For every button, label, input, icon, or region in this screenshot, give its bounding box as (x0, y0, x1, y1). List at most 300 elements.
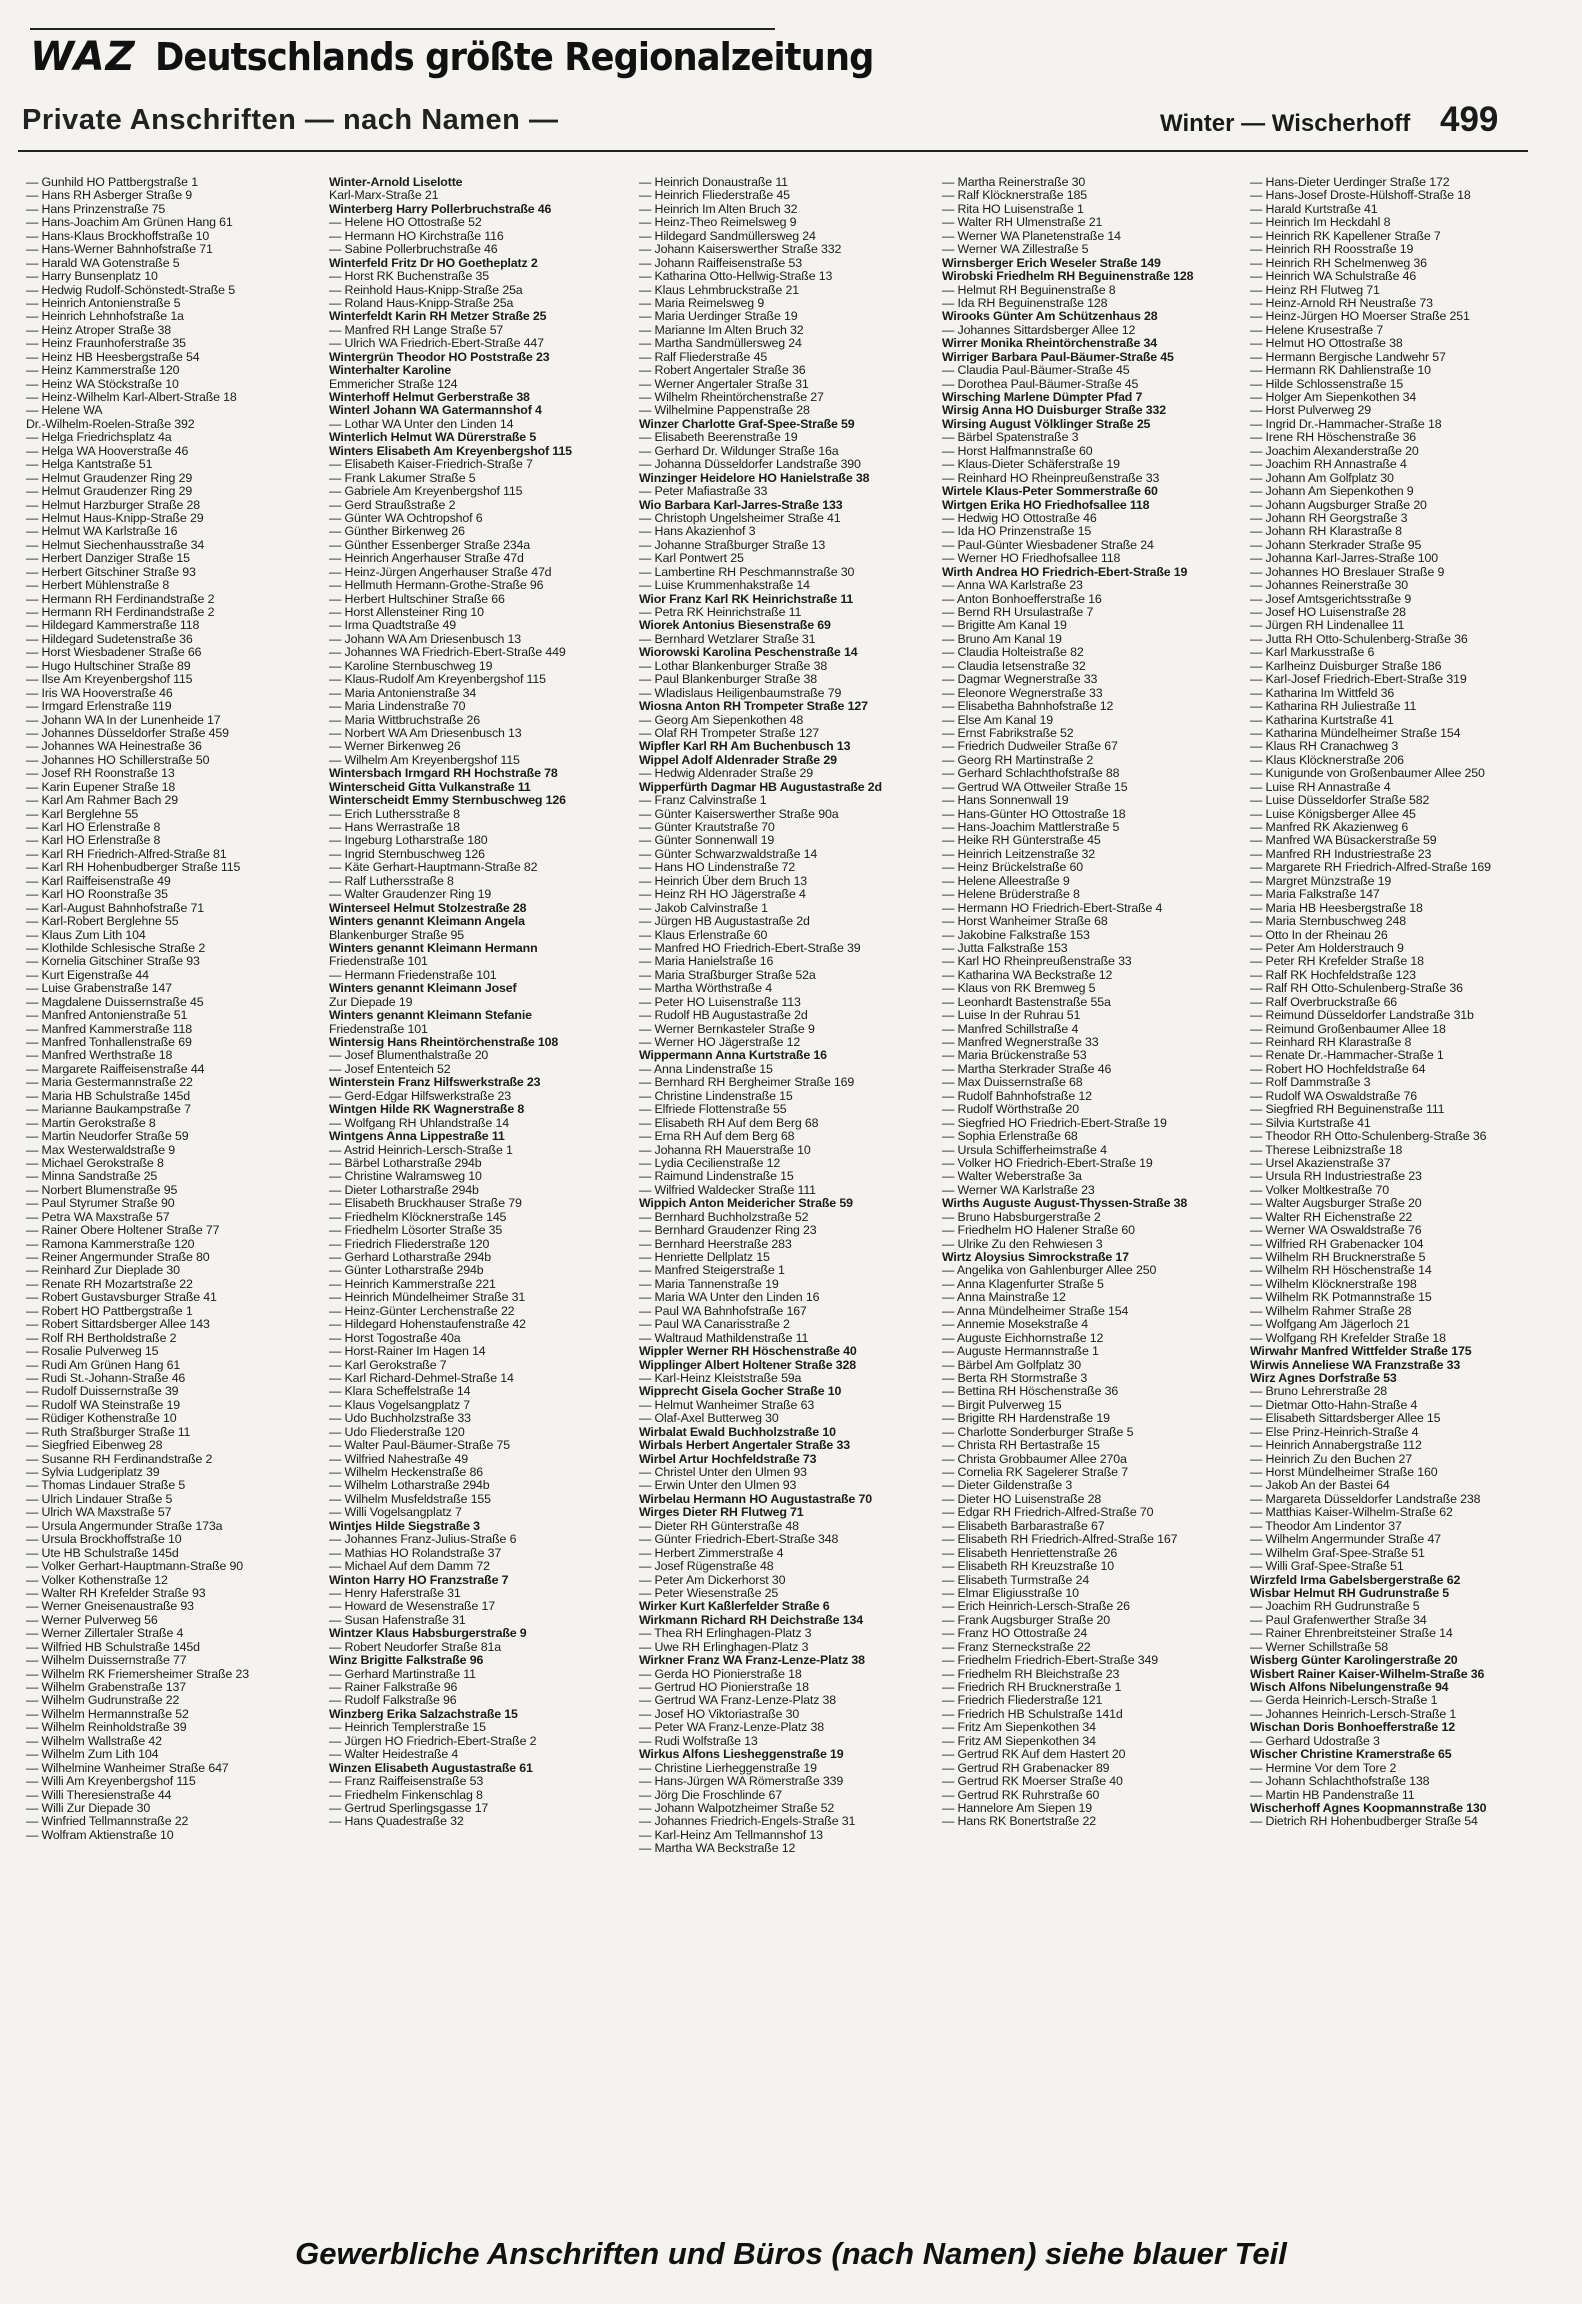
directory-entry: Wippich Anton Meidericher Straße 59 (639, 1197, 853, 1211)
directory-entry: — Klaus RH Cranachweg 3 (1250, 740, 1399, 754)
directory-entry: — Horst Pulverweg 29 (1250, 404, 1371, 418)
directory-entry: — Robert Neudorfer Straße 81a (329, 1640, 501, 1654)
directory-entry: — Johann WA In der Lunenheide 17 (26, 713, 221, 727)
directory-entry: — Heinz Fraunhoferstraße 35 (26, 337, 186, 351)
directory-entry: Wintersig Hans Rheintörchenstraße 108 (329, 1036, 559, 1049)
directory-entry: — Ramona Kammerstraße 120 (26, 1237, 195, 1251)
name-range-header: Winter — Wischerhoff (1160, 110, 1411, 137)
directory-entry: — Irene RH Höschenstraße 36 (1250, 431, 1417, 445)
directory-entry: — Ursula RH Industriestraße 23 (1250, 1170, 1422, 1184)
directory-entry: — Ulrich WA Maxstraße 57 (26, 1506, 172, 1520)
directory-entry: — Elmar Eligiusstraße 10 (942, 1586, 1079, 1600)
directory-entry: — Hans-Werner Bahnhofstraße 71 (26, 243, 213, 257)
directory-entry: Wirges Dieter RH Flutweg 71 (639, 1506, 804, 1520)
directory-entry: Wirriger Barbara Paul-Bäumer-Straße 45 (942, 350, 1174, 364)
directory-entry: — Max Duissernstraße 68 (942, 1076, 1083, 1090)
directory-entry: — Johann RH Georgstraße 3 (1250, 511, 1408, 525)
directory-entry: — Hildegard Kammerstraße 118 (26, 619, 200, 633)
directory-entry: — Heinrich Leitzenstraße 32 (942, 847, 1095, 861)
directory-entry: — Kurt Eigenstraße 44 (26, 968, 149, 982)
directory-column-2 (329, 176, 629, 2198)
directory-entry: Wipplinger Albert Holtener Straße 328 (639, 1358, 856, 1372)
directory-entry: — Harald WA Gotenstraße 5 (26, 256, 180, 270)
directory-entry: — Helga Kantstraße 51 (26, 458, 153, 472)
directory-entry: — Katharina Otto-Hellwig-Straße 13 (639, 270, 833, 284)
directory-entry: — Joachim RH Gudrunstraße 5 (1250, 1600, 1420, 1614)
directory-entry: — Reinhard Zur Dieplade 30 (26, 1264, 180, 1278)
directory-entry: — Johannes HO Breslauer Straße 9 (1250, 565, 1445, 579)
directory-entry: Zur Diepade 19 (329, 995, 413, 1009)
directory-entry: — Rudolf Wörthstraße 20 (942, 1103, 1080, 1117)
directory-entry: — Jakob An der Bastei 64 (1250, 1479, 1390, 1493)
directory-entry: — Franz Calvinstraße 1 (639, 794, 767, 808)
directory-entry: — Gerhard Udostraße 3 (1250, 1734, 1380, 1748)
directory-entry: — Franz Sterneckstraße 22 (942, 1640, 1091, 1654)
directory-entry: — Maria Gestermannstraße 22 (26, 1076, 193, 1090)
directory-entry: — Rainer Falkstraße 96 (329, 1681, 458, 1694)
directory-entry: Winter-Arnold Liselotte (329, 176, 463, 189)
directory-entry: — Wilhelm Reinholdstraße 39 (26, 1721, 187, 1735)
directory-entry: — Günter WA Ochtropshof 6 (329, 511, 483, 525)
directory-entry: — Werner WA Karlstraße 23 (942, 1183, 1095, 1197)
directory-entry: Wintersbach Irmgard RH Hochstraße 78 (329, 767, 558, 781)
directory-entry: Winzer Charlotte Graf-Spee-Straße 59 (639, 417, 855, 431)
directory-entry: Winters genannt Kleimann Josef (329, 982, 517, 996)
directory-entry: — Ralf Overbruckstraße 66 (1250, 995, 1398, 1009)
directory-entry: — Helmut Harzburger Straße 28 (26, 498, 201, 512)
directory-entry: — Gertrud Sperlingsgasse 17 (329, 1801, 489, 1815)
directory-entry: — Heinz-Jürgen Angerhauser Straße 47d (329, 565, 552, 579)
directory-entry: — Harry Bunsenplatz 10 (26, 270, 158, 284)
directory-entry: — Johanna Düsseldorfer Landstraße 390 (639, 458, 861, 472)
directory-entry: — Ute HB Schulstraße 145d (26, 1546, 179, 1560)
directory-entry: — Dagmar Wegnerstraße 33 (942, 673, 1098, 687)
directory-entry: — Walter RH Eichenstraße 22 (1250, 1210, 1413, 1224)
directory-entry: — Karl Richard-Dehmel-Straße 14 (329, 1371, 514, 1385)
directory-entry: — Werner WA Oswaldstraße 76 (1250, 1224, 1422, 1238)
directory-entry: — Günter Krautstraße 70 (639, 821, 775, 834)
directory-entry: — Mathias HO Rolandstraße 37 (329, 1546, 502, 1560)
directory-entry: — Udo Buchholzstraße 33 (329, 1412, 471, 1426)
directory-entry: — Olaf-Axel Butterweg 30 (639, 1412, 779, 1426)
directory-entry: — Hans Prinzenstraße 75 (26, 202, 166, 216)
directory-entry: — Rolf Dammstraße 3 (1250, 1076, 1371, 1090)
directory-entry: — Manfred Steigerstraße 1 (639, 1264, 785, 1278)
directory-entry: — Wilhelm Graf-Spee-Straße 51 (1250, 1546, 1425, 1560)
directory-entry: — Wilhelmine Pappenstraße 28 (639, 404, 810, 418)
directory-entry: Wischer Christine Kramerstraße 65 (1250, 1748, 1452, 1762)
directory-entry: Wirwis Anneliese WA Franzstraße 33 (1250, 1358, 1461, 1372)
directory-entry: — Berta RH Stormstraße 3 (942, 1371, 1088, 1385)
directory-entry: — Heinrich Mündelheimer Straße 31 (329, 1291, 526, 1305)
directory-entry: — Rita HO Luisenstraße 1 (942, 202, 1084, 216)
directory-entry: — Auguste Hermannstraße 1 (942, 1345, 1099, 1359)
directory-entry: — Anna WA Karlstraße 23 (942, 579, 1083, 593)
directory-entry: — Manfred Antonienstraße 51 (26, 1009, 188, 1023)
directory-entry: — Walter Graudenzer Ring 19 (329, 888, 492, 902)
directory-entry: — Hildegard Sandmüllersweg 24 (639, 229, 816, 243)
directory-entry: — Herbert Hultschiner Straße 66 (329, 592, 505, 606)
directory-entry: — Marianne Baukampstraße 7 (26, 1103, 191, 1117)
directory-entry: — Wolfram Aktienstraße 10 (26, 1828, 174, 1842)
directory-entry: — Winfried Tellmannstraße 22 (26, 1815, 189, 1829)
directory-entry: — Hans-Joachim Mattlerstraße 5 (942, 821, 1120, 834)
directory-entry: — Heinrich WA Schulstraße 46 (1250, 270, 1417, 284)
directory-entry: — Karl Gerokstraße 7 (329, 1358, 447, 1372)
directory-entry: — Wilhelm RK Friemersheimer Straße 23 (26, 1667, 250, 1681)
directory-entry: — Wilhelm Klöcknerstraße 198 (1250, 1277, 1417, 1291)
directory-entry: — Werner HO Jägerstraße 12 (639, 1036, 801, 1049)
directory-entry: — Luise Krummenhakstraße 14 (639, 579, 810, 593)
directory-entry: — Bernd RH Ursulastraße 7 (942, 606, 1094, 619)
directory-entry: — Klara Scheffelstraße 14 (329, 1385, 471, 1399)
directory-entry: — Astrid Heinrich-Lersch-Straße 1 (329, 1143, 513, 1157)
directory-entry: — Helene Krusestraße 7 (1250, 323, 1384, 337)
directory-entry: Wintgen Hilde RK Wagnerstraße 8 (329, 1103, 525, 1117)
directory-column-5 (1250, 176, 1532, 2198)
directory-entry: Wintgens Anna Lippestraße 11 (329, 1130, 505, 1144)
directory-entry: — Hans RH Asberger Straße 9 (26, 189, 193, 203)
directory-entry: — Maria WA Unter den Linden 16 (639, 1291, 820, 1305)
directory-entry: — Gertrud RK Auf dem Hastert 20 (942, 1748, 1126, 1762)
directory-entry: — Johannes Sittardsberger Allee 12 (942, 323, 1136, 337)
directory-entry: — Minna Sandstraße 25 (26, 1170, 158, 1184)
directory-entry: — Elisabeth Bruckhauser Straße 79 (329, 1197, 522, 1211)
directory-entry: — Karl-August Bahnhofstraße 71 (26, 901, 205, 915)
directory-entry: — Heinz WA Stöckstraße 10 (26, 377, 179, 391)
directory-entry: — Johannes Franz-Julius-Straße 6 (329, 1533, 517, 1547)
directory-entry: — Gerhard Lotharstraße 294b (329, 1251, 491, 1264)
directory-entry: — Heinrich Templerstraße 15 (329, 1721, 486, 1735)
directory-entry: — Dieter Lotharstraße 294b (329, 1183, 479, 1197)
directory-entry: — Robert Gustavsburger Straße 41 (26, 1291, 217, 1305)
directory-entry: — Lydia Cecilienstraße 12 (639, 1156, 781, 1170)
directory-entry: — Lothar WA Unter den Linden 14 (329, 417, 514, 431)
directory-entry: — Lambertine RH Peschmannstraße 30 (639, 565, 855, 579)
directory-entry: — Holger Am Siepenkothen 34 (1250, 391, 1417, 404)
directory-entry: — Ursula Brockhoffstraße 10 (26, 1533, 182, 1547)
directory-entry: — Elisabeth Henriettenstraße 26 (942, 1546, 1118, 1560)
directory-entry: — Klaus von RK Bremweg 5 (942, 982, 1096, 996)
directory-entry: — Bernhard Buchholzstraße 52 (639, 1210, 809, 1224)
directory-entry: — Matthias Kaiser-Wilhelm-Straße 62 (1250, 1506, 1453, 1520)
directory-entry: — Johannes WA Friedrich-Ebert-Straße 449 (329, 646, 566, 660)
directory-entry: — Marianne Im Alten Bruch 32 (639, 323, 804, 337)
directory-entry: — Robert Angertaler Straße 36 (639, 364, 806, 378)
directory-entry: — Luise Grabenstraße 147 (26, 982, 172, 996)
directory-entry: — Helene WA (26, 404, 103, 418)
directory-entry: Winzberg Erika Salzachstraße 15 (329, 1707, 518, 1721)
directory-entry: — Rolf RH Bertholdstraße 2 (26, 1331, 177, 1345)
directory-entry: — Maria Antonienstraße 34 (329, 686, 477, 700)
directory-entry: — Maria Falkstraße 147 (1250, 888, 1380, 902)
directory-entry: Wirbals Herbert Angertaler Straße 33 (639, 1439, 850, 1453)
directory-entry: — Birgit Pulverweg 15 (942, 1398, 1062, 1412)
directory-entry: — Anna Klagenfurter Straße 5 (942, 1277, 1104, 1291)
directory-entry: — Elisabeth Beerenstraße 19 (639, 431, 798, 445)
directory-entry: — Katharina Mündelheimer Straße 154 (1250, 726, 1461, 740)
directory-entry: — Johanna RH Mauerstraße 10 (639, 1143, 811, 1157)
directory-entry: — Franz Raiffeisenstraße 53 (329, 1775, 484, 1789)
directory-entry: — Hans-Joachim Am Grünen Hang 61 (26, 216, 233, 230)
directory-entry: Winterseel Helmut Stolzestraße 28 (329, 901, 527, 915)
directory-entry: — Elisabeth RH Friedrich-Alfred-Straße 167 (942, 1533, 1178, 1547)
directory-entry: — Walter Heidestraße 4 (329, 1748, 459, 1762)
directory-entry: Wirwahr Manfred Wittfelder Straße 175 (1250, 1345, 1472, 1359)
directory-entry: — Hans RK Bonertstraße 22 (942, 1815, 1096, 1829)
waz-logo: WAZ (30, 34, 136, 80)
directory-entry: — Thea RH Erlinghagen-Platz 3 (639, 1627, 812, 1641)
directory-entry: — Bernhard Wetzlarer Straße 31 (639, 632, 816, 646)
directory-entry: Wirkus Alfons Liesheggenstraße 19 (639, 1748, 844, 1762)
directory-entry: — Edgar RH Friedrich-Alfred-Straße 70 (942, 1506, 1154, 1520)
directory-entry: — Irma Quadtstraße 49 (329, 619, 457, 633)
directory-entry: — Peter RH Krefelder Straße 18 (1250, 955, 1424, 969)
directory-entry: — Angelika von Gahlenburger Allee 250 (942, 1264, 1157, 1278)
directory-entry: — Susan Hafenstraße 31 (329, 1613, 466, 1627)
directory-entry: — Helmut Graudenzer Ring 29 (26, 471, 193, 485)
header-rule (18, 150, 1528, 152)
directory-entry: Wirobski Friedhelm RH Beguinenstraße 128 (942, 270, 1194, 284)
directory-entry: — Ingeburg Lotharstraße 180 (329, 834, 488, 848)
directory-entry: — Udo Fliederstraße 120 (329, 1425, 465, 1439)
directory-entry: — Friedrich Fliederstraße 121 (942, 1694, 1103, 1708)
directory-entry: — Johann Sterkrader Straße 95 (1250, 538, 1422, 552)
directory-entry: Winzen Elisabeth Augustastraße 61 (329, 1761, 533, 1775)
directory-entry: — Bettina RH Höschenstraße 36 (942, 1385, 1119, 1399)
directory-entry: — Susanne RH Ferdinandstraße 2 (26, 1452, 213, 1466)
directory-entry: — Wilhelm Wallstraße 42 (26, 1734, 162, 1748)
directory-entry: Wio Barbara Karl-Jarres-Straße 133 (639, 498, 843, 512)
directory-entry: — Herbert Danziger Straße 15 (26, 552, 190, 566)
directory-entry: Wirz Agnes Dorfstraße 53 (1250, 1371, 1397, 1385)
directory-entry: — Wilhelmine Wanheimer Straße 647 (26, 1761, 229, 1775)
directory-entry: — Jakob Calvinstraße 1 (639, 901, 768, 915)
directory-entry: — Max Westerwaldstraße 9 (26, 1143, 176, 1157)
directory-entry: — Walter Augsburger Straße 20 (1250, 1197, 1422, 1211)
directory-entry: — Heike RH Günterstraße 45 (942, 834, 1101, 848)
directory-entry: — Walter RH Krefelder Straße 93 (26, 1586, 206, 1600)
directory-entry: — Erwin Unter den Ulmen 93 (639, 1479, 797, 1493)
directory-entry: — Heinz Brückelstraße 60 (942, 861, 1084, 875)
directory-entry: — Rudolf HB Augustastraße 2d (639, 1009, 808, 1023)
directory-entry: — Hans Sonnenwall 19 (942, 794, 1069, 808)
directory-entry: — Heinrich Über dem Bruch 13 (639, 874, 807, 888)
directory-entry: — Karl RH Friedrich-Alfred-Straße 81 (26, 847, 227, 861)
directory-entry: — Reinhard RH Klarastraße 8 (1250, 1036, 1412, 1049)
directory-entry: Winterlich Helmut WA Dürerstraße 5 (329, 431, 537, 445)
directory-entry: — Wolfgang RH Krefelder Straße 18 (1250, 1331, 1446, 1345)
directory-entry: — Bruno Am Kanal 19 (942, 632, 1062, 646)
directory-entry: Wipfler Karl RH Am Buchenbusch 13 (639, 740, 851, 754)
directory-entry: — Walter Weberstraße 3a (942, 1170, 1082, 1184)
directory-entry: — Werner Angertaler Straße 31 (639, 377, 809, 391)
directory-entry: — Friedhelm Friedrich-Ebert-Straße 349 (942, 1654, 1159, 1668)
directory-entry: — Friedhelm Klöcknerstraße 145 (329, 1210, 507, 1224)
directory-entry: — Reinhold Haus-Knipp-Straße 25a (329, 283, 523, 297)
directory-entry: — Josef Amtsgerichtsstraße 9 (1250, 592, 1412, 606)
directory-entry: — Ralf Luthersstraße 8 (329, 874, 454, 888)
directory-entry: — Heinrich Angerhauser Straße 47d (329, 552, 524, 566)
directory-entry: — Dorothea Paul-Bäumer-Straße 45 (942, 377, 1139, 391)
directory-entry: — Brigitte RH Hardenstraße 19 (942, 1412, 1110, 1426)
directory-entry: — Rudolf Bahnhofstraße 12 (942, 1089, 1092, 1103)
directory-entry: — Ralf RK Hochfeldstraße 123 (1250, 968, 1416, 982)
directory-entry: Wiosna Anton RH Trompeter Straße 127 (639, 700, 868, 714)
directory-entry: — Johannes HO Schillerstraße 50 (26, 753, 210, 767)
directory-entry: — Peter Am Dickerhorst 30 (639, 1573, 786, 1587)
directory-entry: — Paul WA Bahnhofstraße 167 (639, 1304, 807, 1318)
directory-entry: Friedenstraße 101 (329, 955, 428, 969)
directory-entry: — Elisabeth Kaiser-Friedrich-Straße 7 (329, 458, 533, 472)
directory-entry: — Hermann RH Ferdinandstraße 2 (26, 592, 215, 606)
directory-entry: — Luise Königsberger Allee 45 (1250, 807, 1416, 821)
directory-entry: — Wilhelm Grabenstraße 137 (26, 1681, 186, 1694)
directory-entry: — Klaus Erlenstraße 60 (639, 928, 768, 942)
directory-entry: — Herbert Gitschiner Straße 93 (26, 565, 196, 579)
directory-entry: — Gunhild HO Pattbergstraße 1 (26, 176, 198, 189)
directory-entry: — Josef RH Roonstraße 13 (26, 767, 175, 781)
directory-entry: — Christa Grobbaumer Allee 270a (942, 1452, 1127, 1466)
directory-entry: — Else Prinz-Heinrich-Straße 4 (1250, 1425, 1419, 1439)
directory-entry: Wirkmann Richard RH Deichstraße 134 (639, 1613, 863, 1627)
directory-entry: — Herbert Zimmerstraße 4 (639, 1546, 784, 1560)
directory-entry: — Wilhelm Hermannstraße 52 (26, 1707, 189, 1721)
directory-entry: — Ursula Angermunder Straße 173a (26, 1519, 223, 1533)
directory-entry: — Helmut Wanheimer Straße 63 (639, 1398, 815, 1412)
directory-entry: — Klaus Klöcknerstraße 206 (1250, 753, 1404, 767)
directory-entry: — Hermann RH Ferdinandstraße 2 (26, 606, 215, 619)
directory-entry: — Josef Rügenstraße 48 (639, 1560, 774, 1574)
directory-entry: — Horst RK Buchenstraße 35 (329, 270, 489, 284)
directory-entry: — Karoline Sternbuschweg 19 (329, 659, 493, 673)
directory-entry: — Johann Am Siepenkothen 9 (1250, 485, 1414, 499)
directory-entry: — Martha WA Beckstraße 12 (639, 1842, 796, 1856)
directory-entry: — Fritz AM Siepenkothen 34 (942, 1734, 1096, 1748)
directory-entry: — Katharina Kurtstraße 41 (1250, 713, 1394, 727)
directory-entry: — Wilhelm Angermunder Straße 47 (1250, 1533, 1441, 1547)
directory-entry: — Peter Am Holderstrauch 9 (1250, 941, 1404, 955)
directory-entry: — Gerd-Edgar Hilfswerkstraße 23 (329, 1089, 511, 1103)
directory-entry: — Theodor Am Lindentor 37 (1250, 1519, 1402, 1533)
directory-entry: — Ralf Klöcknerstraße 185 (942, 189, 1087, 203)
directory-entry: — Rainer Obere Holtener Straße 77 (26, 1224, 220, 1238)
directory-entry: — Hermann HO Friedrich-Ebert-Straße 4 (942, 901, 1163, 915)
directory-entry: — Manfred Tonhallenstraße 69 (26, 1036, 192, 1049)
directory-entry: — Hermine Vor dem Tore 2 (1250, 1761, 1397, 1775)
directory-entry: — Bärbel Am Golfplatz 30 (942, 1358, 1081, 1372)
directory-entry: — Heinrich Kammerstraße 221 (329, 1277, 496, 1291)
directory-entry: — Wilhelm Am Kreyenbergshof 115 (329, 753, 520, 767)
directory-entry: — Wilhelm Duissernstraße 77 (26, 1654, 187, 1668)
directory-entry: — Georg Am Siepenkothen 48 (639, 713, 804, 727)
directory-entry: Winterfeldt Karin RH Metzer Straße 25 (329, 310, 547, 324)
directory-entry: — Werner Bernkasteler Straße 9 (639, 1022, 815, 1036)
directory-entry: — Maria Brückenstraße 53 (942, 1049, 1087, 1063)
directory-entry: — Horst-Rainer Im Hagen 14 (329, 1345, 486, 1359)
directory-entry: — Ernst Fabrikstraße 52 (942, 726, 1074, 740)
directory-entry: — Elisabeth Sittardsberger Allee 15 (1250, 1412, 1441, 1426)
directory-entry: — Erich Luthersstraße 8 (329, 807, 460, 821)
directory-entry: — Bernhard Graudenzer Ring 23 (639, 1224, 817, 1238)
directory-entry: — Heinrich RH Schelmenweg 36 (1250, 256, 1427, 270)
directory-entry: — Hans HO Lindenstraße 72 (639, 861, 796, 875)
directory-entry: — Wilhelm RK Potmannstraße 15 (1250, 1291, 1432, 1305)
directory-entry: — Petra WA Maxstraße 57 (26, 1210, 170, 1224)
directory-entry: — Wolfgang Am Jägerloch 21 (1250, 1318, 1410, 1332)
directory-entry: — Karl-Robert Berglehne 55 (26, 915, 179, 929)
directory-entry: — Heinz-Günter Lerchenstraße 22 (329, 1304, 515, 1318)
directory-entry: Wisbar Helmut RH Gudrunstraße 5 (1250, 1586, 1450, 1600)
directory-entry: Wintergrün Theodor HO Poststraße 23 (329, 350, 550, 364)
directory-entry: Karl-Marx-Straße 21 (329, 189, 439, 203)
directory-entry: — Kornelia Gitschiner Straße 93 (26, 955, 200, 969)
directory-entry: — Klothilde Schlesische Straße 2 (26, 941, 206, 955)
directory-entry: — Renate RH Mozartstraße 22 (26, 1277, 193, 1291)
directory-entry: — Luise RH Annastraße 4 (1250, 780, 1391, 794)
directory-entry: — Hans-Jürgen WA Römerstraße 339 (639, 1775, 844, 1789)
directory-entry: Wisch Alfons Nibelungenstraße 94 (1250, 1681, 1449, 1694)
directory-entry: — Günter Schwarzwaldstraße 14 (639, 847, 818, 861)
directory-entry: — Jutta RH Otto-Schulenberg-Straße 36 (1250, 632, 1468, 646)
directory-entry: — Josef HO Viktoriastraße 30 (639, 1707, 800, 1721)
directory-entry: — Gertrud RH Grabenacker 89 (942, 1761, 1110, 1775)
directory-entry: — Johann Raiffeisenstraße 53 (639, 256, 802, 270)
directory-entry: — Günter Sonnenwall 19 (639, 834, 775, 848)
directory-entry: — Friedrich HB Schulstraße 141d (942, 1707, 1123, 1721)
directory-entry: — Michael Gerokstraße 8 (26, 1156, 164, 1170)
directory-entry: — Rüdiger Kothenstraße 10 (26, 1412, 177, 1426)
directory-entry: — Friedrich RH Brucknerstraße 1 (942, 1681, 1122, 1694)
directory-entry: — Gertrud WA Ottweiler Straße 15 (942, 780, 1128, 794)
directory-entry: — Rainer Ehrenbreitsteiner Straße 14 (1250, 1627, 1453, 1641)
directory-entry: — Helene Alleestraße 9 (942, 874, 1070, 888)
directory-entry: — Hannelore Am Siepen 19 (942, 1801, 1092, 1815)
directory-entry: — Hildegard Sudetenstraße 36 (26, 632, 193, 646)
directory-entry: — Manfred RK Akazienweg 6 (1250, 821, 1409, 834)
directory-entry: — Paul Blankenburger Straße 38 (639, 673, 818, 687)
directory-entry: — Johanne Straßburger Straße 13 (639, 538, 826, 552)
directory-entry: — Martin HB Pandenstraße 11 (1250, 1788, 1415, 1802)
directory-entry: — Hans Quadestraße 32 (329, 1815, 464, 1829)
directory-entry: — Dieter RH Günterstraße 48 (639, 1519, 799, 1533)
directory-entry: — Klaus Zum Lith 104 (26, 928, 146, 942)
directory-entry: — Heinz Kammerstraße 120 (26, 364, 180, 378)
page-number: 499 (1440, 100, 1499, 139)
directory-entry: Winterl Johann WA Gatermannshof 4 (329, 404, 542, 418)
directory-entry: — Rudi Wolfstraße 13 (639, 1734, 758, 1748)
directory-entry: — Norbert WA Am Driesenbusch 13 (329, 726, 522, 740)
directory-entry: Wirth Andrea HO Friedrich-Ebert-Straße 19 (942, 565, 1188, 579)
directory-entry: Wintjes Hilde Siegstraße 3 (329, 1519, 480, 1533)
directory-entry: — Bernhard RH Bergheimer Straße 169 (639, 1076, 855, 1090)
directory-entry: — Maria Wittbruchstraße 26 (329, 713, 481, 727)
section-title: Private Anschriften — nach Namen — (22, 104, 559, 136)
directory-entry: — Rudolf WA Steinstraße 19 (26, 1398, 181, 1412)
directory-entry: — Peter Wiesenstraße 25 (639, 1586, 779, 1600)
directory-entry: — Auguste Eichhornstraße 12 (942, 1331, 1104, 1345)
directory-entry: — Johann Walpotzheimer Straße 52 (639, 1801, 835, 1815)
directory-entry: — Elisabeth Turmstraße 24 (942, 1573, 1090, 1587)
directory-entry: Wirbelau Hermann HO Augustastraße 70 (639, 1492, 872, 1506)
directory-entry: — Helmut HO Ottostraße 38 (1250, 337, 1403, 351)
directory-entry: — Uwe RH Erlinghagen-Platz 3 (639, 1640, 809, 1654)
directory-entry: — Walter RH Ulmenstraße 21 (942, 216, 1103, 230)
directory-entry: — Ulrich WA Friedrich-Ebert-Straße 447 (329, 337, 544, 351)
directory-entry: — Helga WA Hooverstraße 46 (26, 444, 189, 458)
directory-entry: — Volker HO Friedrich-Ebert-Straße 19 (942, 1156, 1153, 1170)
directory-entry: — Hans Akazienhof 3 (639, 525, 756, 539)
